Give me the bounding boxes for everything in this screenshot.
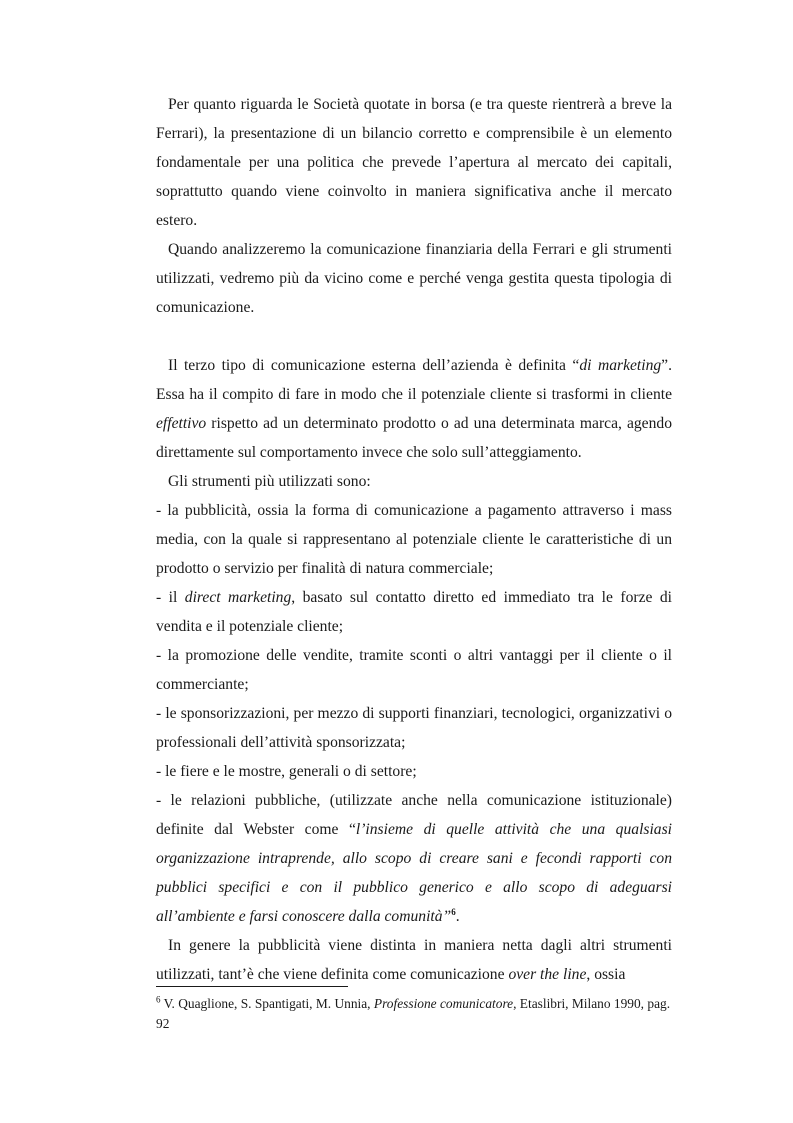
list-item-sales-promotion: - la promozione delle vendite, tramite sconti o altri vantaggi per il cliente o il commerciante;	[156, 647, 672, 693]
paragraph-advertising-over-the-line: In genere la pubblicità viene distinta in maniera netta dagli altri strumenti utilizzati, tant’è che viene definita come comunicazione over the line, ossia	[156, 937, 672, 983]
list-item-advertising: - la pubblicità, ossia la forma di comunicazione a pagamento attraverso i mass media, con la quale si rappresentano al potenziale cliente le caratteristiche di un prodotto o servizio per finalità di natura commerciale;	[156, 502, 672, 577]
footnote-number: 6	[156, 994, 161, 1005]
paragraph-marketing-communication: Il terzo tipo di comunicazione esterna dell’azienda è definita “di marketing”. Essa ha il compito di fare in modo che il potenziale cliente si trasformi in cliente effettivo rispetto ad un determinato prodotto o ad una determinata marca, agendo direttamente sul comportamento invece che solo sull’atteggiamento.	[156, 357, 672, 461]
paragraph-tools-intro: Gli strumenti più utilizzati sono:	[168, 473, 371, 490]
list-item-sponsorships: - le sponsorizzazioni, per mezzo di supporti finanziari, tecnologici, organizzativi o professionali dell’attività sponsorizzata;	[156, 705, 672, 751]
list-item-public-relations: - le relazioni pubbliche, (utilizzate anche nella comunicazione istituzionale) definite dal Webster come “l’insieme di quelle attività che una qualsiasi organizzazione intraprende, allo scopo di creare sani e fecondi rapporti con pubblici specifici e con il pubblico generico e allo scopo di adeguarsi all’ambiente e farsi conoscere dalla comunità”$^6$.	[156, 792, 672, 925]
footnote: $^6$ V. Quaglione, S. Spantigati, M. Unnia, Professione comunicatore, Etaslibri, Milano 1990, pag. 92	[156, 994, 671, 1031]
list-item-fairs: - le fiere e le mostre, generali o di settore;	[156, 763, 417, 780]
footnote-reference: 6	[451, 906, 456, 917]
paragraph-financial-communication: Quando analizzeremo la comunicazione finanziaria della Ferrari e gli strumenti utilizzati, vedremo più da vicino come e perché venga gestita questa tipologia di comunicazione.	[156, 241, 672, 316]
list-item-direct-marketing: - il direct marketing, basato sul contatto diretto ed immediato tra le forze di vendita e il potenziale cliente;	[156, 589, 672, 635]
footnote-book-title: Professione comunicatore	[373, 996, 514, 1011]
footnote-divider	[156, 986, 348, 987]
paragraph-gap	[156, 322, 672, 351]
body-text	[156, 90, 672, 989]
paragraph-listed-companies: Per quanto riguarda le Società quotate in borsa (e tra queste rientrerà a breve la Ferrari), la presentazione di un bilancio corretto e comprensibile è un elemento fondamentale per una politica che prevede l’apertura al mercato dei capitali, soprattutto quando viene coinvolto in maniera significativa anche il mercato estero.	[156, 96, 672, 229]
